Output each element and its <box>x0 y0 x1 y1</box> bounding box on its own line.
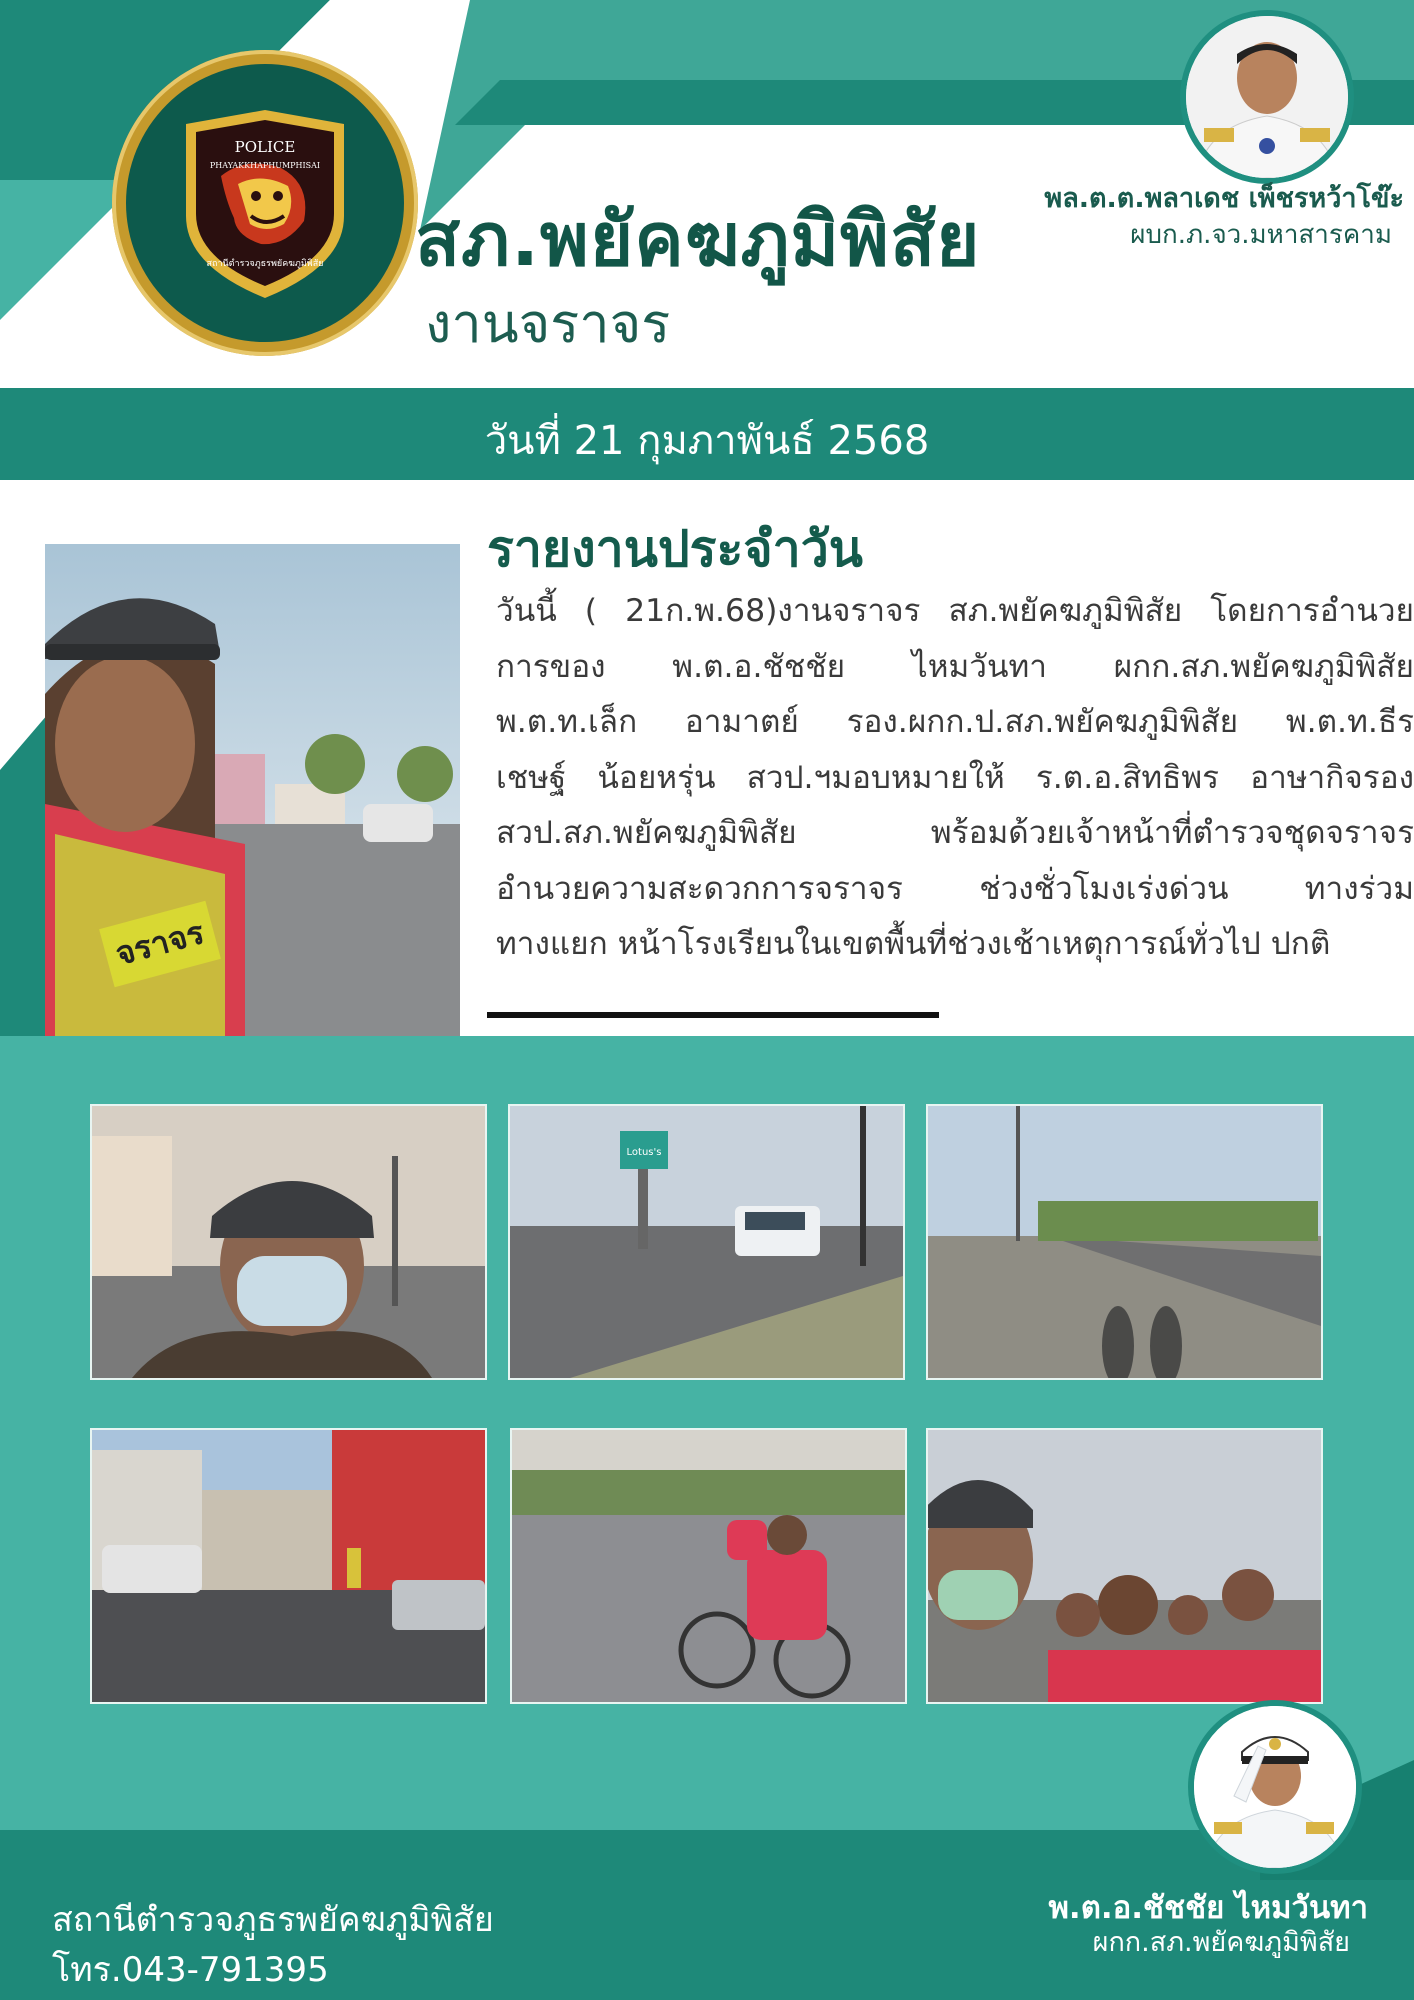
commander-portrait <box>1180 10 1354 184</box>
commander-position: ผบก.ภ.จว.มหาสารคาม <box>1130 220 1392 250</box>
police-badge-logo <box>112 50 418 356</box>
report-line: พ.ต.ท.เล็ก อามาตย์ รอง.ผกก.ป.สภ.พยัคฆภูมิพิสัย พ.ต.ท.ธีร <box>496 704 1414 740</box>
footer-station-name: สถานีตำรวจภูธรพยัคฆภูมิพิสัย <box>52 1900 494 1940</box>
svg-text:จราจร: จราจร <box>111 913 209 974</box>
shield-icon <box>176 106 354 302</box>
main-officer-photo <box>45 544 460 1036</box>
report-body <box>496 584 1414 973</box>
report-line: วันนี้ ( 21ก.พ.68)งานจราจร สภ.พยัคฆภูมิพิสัย โดยการอำนวย <box>496 593 1414 629</box>
chief-name: พ.ต.อ.ชัชชัย ไหมวันทา <box>1048 1890 1368 1926</box>
gallery-photo-4 <box>90 1428 487 1704</box>
report-date: วันที่ 21 กุมภาพันธ์ 2568 <box>484 418 930 464</box>
gallery-photo-3 <box>926 1104 1323 1380</box>
report-line: การของ พ.ต.อ.ชัชชัย ไหมวันทา ผกก.สภ.พยัคฆภูมิพิสัย <box>496 648 1414 685</box>
report-line: อำนวยความสะดวกการจราจร ช่วงชั่วโมงเร่งด่วน ทางร่วม <box>496 870 1414 907</box>
divider-rule <box>487 1012 939 1018</box>
report-line: เชษฐ์ น้อยหรุ่น สวป.ฯมอบหมายให้ ร.ต.อ.สิทธิพร อาษากิจรอง <box>496 759 1414 796</box>
officer-with-students-photo-icon <box>928 1430 1321 1702</box>
gallery-photo-2 <box>508 1104 905 1380</box>
report-line: สวป.สภ.พยัคฆภูมิพิสัย พร้อมด้วยเจ้าหน้าที่ตำรวจชุดจราจร <box>496 815 1414 851</box>
commander-name: พล.ต.ต.พลาเดช เพ็ชรหว้าโข๊ะ <box>1044 183 1404 214</box>
svg-text:สถานีตำรวจภูธรพยัคฆภูมิพิสัย: สถานีตำรวจภูธรพยัคฆภูมิพิสัย <box>206 259 324 269</box>
gallery-photo-5 <box>510 1428 907 1704</box>
roadside-shadows-photo-icon <box>928 1106 1321 1378</box>
gallery-photo-6 <box>926 1428 1323 1704</box>
svg-text:Lotus's: Lotus's <box>626 1147 662 1158</box>
gallery-photo-1 <box>90 1104 487 1380</box>
department-title: งานจราจร <box>425 292 671 355</box>
chief-portrait <box>1188 1700 1362 1874</box>
masked-officer-selfie-photo-icon <box>92 1106 485 1378</box>
intersection-traffic-photo-icon <box>92 1430 485 1702</box>
saluting-officer-portrait-icon <box>1194 1706 1356 1868</box>
officer-selfie-photo-icon <box>45 544 460 1036</box>
svg-text:PHAYAKKHAPHUMPHISAI: PHAYAKKHAPHUMPHISAI <box>209 161 321 170</box>
commander-portrait-icon <box>1186 16 1348 178</box>
chief-position: ผกก.สภ.พยัคฆภูมิพิสัย <box>1092 1927 1350 1958</box>
station-title: สภ.พยัคฆภูมิพิสัย <box>415 197 981 283</box>
report-heading: รายงานประจำวัน <box>487 520 863 578</box>
road-van-lotus-photo-icon <box>510 1106 903 1378</box>
report-line: ทางแยก หน้าโรงเรียนในเขตพื้นที่ช่วงเช้าเหตุการณ์ทั่วไป ปกติ <box>496 926 1331 962</box>
footer-phone: โทร.043-791395 <box>52 1950 329 1990</box>
svg-text:POLICE: POLICE <box>234 138 296 156</box>
students-bicycles-photo-icon <box>512 1430 905 1702</box>
